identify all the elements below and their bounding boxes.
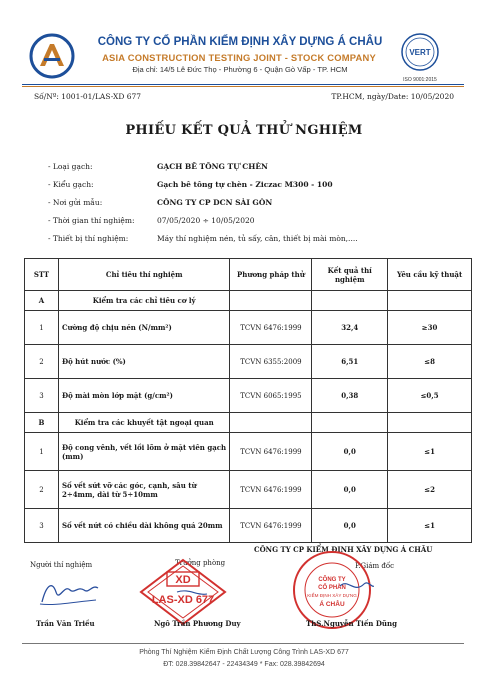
row-result: 0,0 [312,509,388,543]
row-method: TCVN 6476:1999 [230,311,312,345]
row-requirement: ≤2 [388,471,472,509]
svg-text:CỔ PHẦN: CỔ PHẦN [318,585,346,591]
info-value: 07/05/2020 ÷ 10/05/2020 [157,216,255,225]
row-criterion: Cường độ chịu nén (N/mm²) [58,311,230,345]
table-row [25,433,472,471]
section-row [25,413,472,433]
row-requirement: ≤1 [388,433,472,471]
row-result: 0,0 [312,471,388,509]
svg-text:VERT: VERT [409,48,431,57]
iso-certification [398,32,442,84]
row-criterion: Độ cong vênh, vết lồi lõm ở mặt viên gạch (mm) [58,433,230,471]
row-stt: 3 [25,509,59,543]
svg-text:KIỂM ĐỊNH XÂY DỰNG: KIỂM ĐỊNH XÂY DỰNG [307,593,357,598]
section-row [25,291,472,311]
section-id: B [25,413,59,433]
company-address: Địa chỉ: 14/5 Lê Đức Thọ - Phường 6 - Quận Gò Vấp - TP. HCM [132,65,348,74]
table-header-row [25,259,472,291]
row-method: TCVN 6355:2009 [230,345,312,379]
row-method: TCVN 6476:1999 [230,509,312,543]
info-label: - Loại gạch: [48,162,93,171]
row-requirement: ≤0,5 [388,379,472,413]
info-row-test-period [48,216,468,234]
row-requirement: ≥30 [388,311,472,345]
column-header: Chỉ tiêu thí nghiệm [58,259,230,291]
tester-name: Trần Văn Triều [36,619,95,628]
info-label: - Thiết bị thí nghiệm: [48,234,129,243]
row-criterion: Độ mài mòn lớp mặt (g/cm²) [58,379,230,413]
row-requirement: ≤1 [388,509,472,543]
iso-badge-icon [400,32,440,72]
report-date: TP.HCM, ngày/Date: 10/05/2020 [331,92,454,101]
row-method: TCVN 6476:1999 [230,471,312,509]
signature-company: CÔNG TY CP KIỂM ĐỊNH XÂY DỰNG Á CHÂU [254,545,433,554]
row-method: TCVN 6476:1999 [230,433,312,471]
tester-role: Người thí nghiệm [30,561,93,569]
info-row-sender [48,198,468,216]
info-label: - Nơi gửi mẫu: [48,198,103,207]
info-row-brick-type [48,162,468,180]
footer-divider [22,643,464,644]
row-criterion: Độ hút nước (%) [58,345,230,379]
info-label: - Kiểu gạch: [48,180,94,189]
info-value: Gạch bê tông tự chèn - Ziczac M300 - 100 [157,180,333,189]
header-divider-accent [22,86,464,87]
row-stt: 1 [25,433,59,471]
iso-label: ISO 9001:2015 [403,77,437,83]
company-name-en: ASIA CONSTRUCTION TESTING JOINT - STOCK COMPANY [102,52,376,63]
section-id: A [25,291,59,311]
footer-lab: Phòng Thí Nghiệm Kiểm Định Chất Lượng Công Trình LAS-XD 677 [139,649,349,656]
svg-text:LAS-XD 677: LAS-XD 677 [151,594,215,606]
lab-stamp [137,556,229,628]
results-table [24,258,472,543]
tester-signature [34,572,104,612]
sample-info [48,162,468,252]
head-role: Trưởng phòng [175,559,226,567]
row-stt: 2 [25,345,59,379]
row-result: 32,4 [312,311,388,345]
head-name: Ngô Trần Phương Duy [154,619,241,628]
table-row [25,509,472,543]
column-header: STT [25,259,59,291]
report-number: Số/Nº: 1001-01/LAS-XD 677 [34,92,142,101]
info-label: - Thời gian thí nghiệm: [48,216,135,225]
director-role: P.Giám đốc [355,562,395,570]
header-divider [22,84,464,85]
company-name-vn: CÔNG TY CỔ PHẦN KIỂM ĐỊNH XÂY DỰNG Á CHÂU [97,36,383,48]
column-header: Yêu cầu kỹ thuật [388,259,472,291]
column-header: Phương pháp thử [230,259,312,291]
report-title: PHIẾU KẾT QUẢ THỬ NGHIỆM [125,123,363,138]
row-requirement: ≤8 [388,345,472,379]
footer-contact: ĐT: 028.39842647 - 22434349 * Fax: 028.39842694 [163,661,325,668]
letterhead [0,0,488,86]
row-stt: 2 [25,471,59,509]
row-method: TCVN 6065:1995 [230,379,312,413]
row-result: 6,51 [312,345,388,379]
row-criterion: Số vết nứt có chiều dài không quá 20mm [58,509,230,543]
row-result: 0,0 [312,433,388,471]
company-logo-icon [28,32,76,80]
table-row [25,311,472,345]
info-row-equipment [48,234,468,252]
svg-text:XD: XD [175,574,191,586]
table-row [25,471,472,509]
row-stt: 1 [25,311,59,345]
row-stt: 3 [25,379,59,413]
row-criterion: Số vết sứt vỡ các góc, cạnh, sâu từ 2÷4mm, dài từ 5÷10mm [58,471,230,509]
info-value: CÔNG TY CP DCN SÀI GÒN [157,198,273,207]
svg-text:CÔNG TY: CÔNG TY [318,577,346,583]
table-row [25,379,472,413]
info-value: Máy thí nghiệm nén, tủ sấy, cân, thiết bị mài mòn,.... [157,234,358,243]
column-header: Kết quả thí nghiệm [312,259,388,291]
row-result: 0,38 [312,379,388,413]
table-row [25,345,472,379]
info-row-brick-model [48,180,468,198]
svg-text:Á CHÂU: Á CHÂU [319,601,345,608]
info-value: GẠCH BÊ TÔNG TỰ CHÈN [157,162,268,171]
section-title: Kiểm tra các khuyết tật ngoại quan [58,413,230,433]
director-name: ThS.Nguyễn Tiến Dũng [306,619,397,628]
section-title: Kiểm tra các chỉ tiêu cơ lý [58,291,230,311]
